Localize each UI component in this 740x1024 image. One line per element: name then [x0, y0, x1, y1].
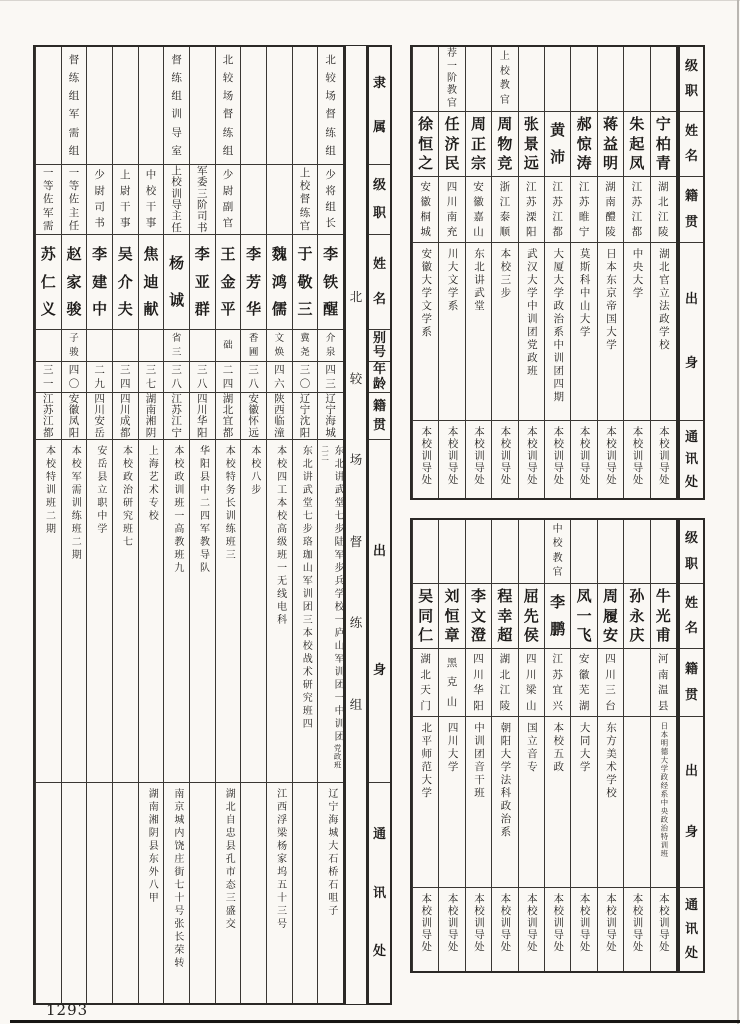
background-cell: 武汉大学中训团党政班 [519, 243, 544, 421]
rank-cell [439, 520, 464, 584]
name-cell: 刘 恒 章 [439, 584, 464, 649]
background-cell: 大厦大学政治系中训团四期 [545, 243, 570, 421]
name-cell: 周 物 竞 [492, 112, 517, 177]
name-cell: 徐 恒 之 [413, 112, 438, 177]
name-cell: 周 履 安 [598, 584, 623, 649]
rank-cell: 上 校 训 导 主 任 [164, 165, 189, 235]
person-column [465, 47, 491, 498]
affiliation-cell [267, 47, 292, 165]
affiliation-cell [113, 47, 138, 165]
person-column [438, 47, 464, 498]
rank-cell [492, 520, 517, 584]
column-header-origin: 籍 贯 [369, 393, 390, 440]
name-cell: 吴 同 仁 [413, 584, 438, 649]
rank-cell [651, 47, 676, 112]
address-cell [113, 783, 138, 1003]
address-cell: 本校训导处 [499, 426, 512, 486]
origin-cell: 江 苏 江 都 [36, 393, 61, 440]
age-cell: 三 八 [241, 362, 266, 393]
origin-cell: 四 川 安 岳 [87, 393, 112, 440]
column-header-rank: 级 职 [369, 165, 390, 235]
origin-cell: 四 川 华 阳 [466, 649, 491, 717]
background-cell: 中央大学 [624, 243, 649, 421]
person-column [35, 47, 61, 1003]
name-cell: 张 景 远 [519, 112, 544, 177]
age-cell: 三 八 [164, 362, 189, 393]
name-cell: 黄 沛 [545, 112, 570, 177]
person-column [266, 47, 292, 1003]
rank-cell: 一 等 佐 主 任 [62, 165, 87, 235]
name-cell: 程 幸 超 [492, 584, 517, 649]
origin-cell: 四 川 梁 山 [519, 649, 544, 717]
age-cell: 三 一 [36, 362, 61, 393]
alias-cell: 文 焕 [267, 330, 292, 362]
name-cell: 牛 光 甫 [651, 584, 676, 649]
alias-cell: 省 三 [164, 330, 189, 362]
origin-cell: 安 徽 怀 远 [241, 393, 266, 440]
roster-table-left [33, 45, 345, 1005]
rank-cell [624, 520, 649, 584]
group-name-label: 北 较 场 督 练 组 [349, 289, 363, 712]
scan-edge-right [737, 0, 739, 1024]
address-cell: 本校训导处 [473, 426, 486, 486]
age-cell: 三 七 [139, 362, 164, 393]
rank-cell: 上 校 督 练 官 [293, 165, 318, 235]
person-column [597, 47, 623, 498]
rank-cell: 上 尉 干 事 [113, 165, 138, 235]
person-column [138, 47, 164, 1003]
alias-cell [113, 330, 138, 362]
affiliation-cell [190, 47, 215, 165]
origin-cell: 江 苏 溧 阳 [519, 177, 544, 243]
address-cell: 本校训导处 [657, 893, 670, 953]
affiliation-cell [36, 47, 61, 165]
affiliation-cell: 督 练 组 军 需 组 [62, 47, 87, 165]
origin-cell: 安 徽 芜 湖 [571, 649, 596, 717]
rank-cell [571, 520, 596, 584]
person-column [570, 520, 596, 971]
alias-cell: 介 泉 [318, 330, 343, 362]
address-cell: 湖北自忠县孔市态三盛交 [223, 788, 235, 931]
origin-cell: 安 徽 桐 城 [413, 177, 438, 243]
age-cell: 三 〇 [293, 362, 318, 393]
address-cell: 辽宁海城大石桥石咀子 [325, 788, 337, 918]
age-cell: 二 九 [87, 362, 112, 393]
alias-cell: 香 圃 [241, 330, 266, 362]
scan-edge-bottom [10, 1020, 740, 1023]
person-column [112, 47, 138, 1003]
age-cell: 四 六 [267, 362, 292, 393]
person-column [438, 520, 464, 971]
left-header-column [367, 45, 392, 1005]
name-cell: 周 正 宗 [466, 112, 491, 177]
rank-cell [241, 165, 266, 235]
name-cell: 凤 一 飞 [571, 584, 596, 649]
rank-cell [413, 520, 438, 584]
address-cell: 本校训导处 [446, 426, 459, 486]
group-name-column [345, 45, 367, 1005]
address-cell: 江西浮梁杨家坞五十三号 [274, 788, 286, 931]
person-column [491, 520, 517, 971]
column-header-background: 出 身 [680, 717, 703, 888]
rank-cell: 军 委 三 阶 司 书 [190, 165, 215, 235]
column-header-affiliation: 隶 属 [369, 47, 390, 165]
background-cell: 本校五政 [545, 717, 570, 888]
origin-cell: 浙 江 泰 顺 [492, 177, 517, 243]
address-cell: 本校训导处 [420, 426, 433, 486]
rank-cell [624, 47, 649, 112]
alias-cell [87, 330, 112, 362]
person-column [189, 47, 215, 1003]
rank-cell: 中 校 教 官 [545, 520, 570, 584]
column-header-background: 出 身 [369, 440, 390, 783]
origin-cell: 四 川 成 都 [113, 393, 138, 440]
background-cell: 四川大学 [439, 717, 464, 888]
address-cell: 南京城内饶庄街七十号张长荣转 [171, 788, 183, 970]
background-cell: 东北讲武堂 [466, 243, 491, 421]
address-cell [190, 783, 215, 1003]
rank-cell [651, 520, 676, 584]
person-column [412, 47, 438, 498]
origin-cell: 陕 西 临 潼 [267, 393, 292, 440]
address-cell: 本校训导处 [605, 426, 618, 486]
background-cell: 日本东京帝国大学 [598, 243, 623, 421]
name-cell: 朱 起 凤 [624, 112, 649, 177]
background-cell: 安徽大学文学系 [413, 243, 438, 421]
background-cell: 本校四工本校高级班一无线电科 [267, 440, 292, 783]
affiliation-cell [139, 47, 164, 165]
background-cell: 东方美术学校 [598, 717, 623, 888]
person-column [215, 47, 241, 1003]
address-cell: 本校训导处 [631, 893, 644, 953]
address-cell: 本校训导处 [578, 426, 591, 486]
name-cell: 孙 永 庆 [624, 584, 649, 649]
background-cell: 上海艺术专校 [139, 440, 164, 783]
alias-cell [36, 330, 61, 362]
person-column [518, 520, 544, 971]
person-column [570, 47, 596, 498]
page-number: 1293 [46, 1001, 89, 1019]
column-header-address: 通 讯 处 [684, 429, 698, 490]
address-cell: 本校训导处 [552, 426, 565, 486]
background-cell: 大同大学 [571, 717, 596, 888]
column-header-name: 姓 名 [680, 112, 703, 177]
name-cell: 杨 诚 [164, 235, 189, 330]
age-cell: 三 四 [113, 362, 138, 393]
origin-cell: 安 徽 凤 阳 [62, 393, 87, 440]
address-cell: 本校训导处 [631, 426, 644, 486]
origin-cell: 辽 宁 海 城 [318, 393, 343, 440]
origin-cell: 河 南 温 县 [651, 649, 676, 717]
column-header-rank: 级 职 [680, 47, 703, 112]
person-column [163, 47, 189, 1003]
person-column [518, 47, 544, 498]
age-cell: 二 四 [216, 362, 241, 393]
background-cell: 华阳县中二四军教导队 [190, 440, 215, 783]
address-cell: 本校训导处 [473, 893, 486, 953]
column-header-origin: 籍 贯 [680, 649, 703, 717]
right-bottom-header-column [678, 518, 705, 973]
name-cell: 郝 惊 涛 [571, 112, 596, 177]
name-cell: 李 铁 醒 [318, 235, 343, 330]
affiliation-cell [87, 47, 112, 165]
person-column [240, 47, 266, 1003]
column-header-address: 通 讯 处 [372, 827, 386, 959]
origin-cell: 湖 北 江 陵 [651, 177, 676, 243]
person-column [292, 47, 318, 1003]
name-cell: 焦 迪 献 [139, 235, 164, 330]
name-cell: 于 敬 三 [293, 235, 318, 330]
origin-cell: 黑 克 山 [439, 649, 464, 717]
column-header-rank: 级 职 [680, 520, 703, 584]
roster-table-right-top [410, 45, 678, 500]
affiliation-cell: 北 较 场 督 练 组 [216, 47, 241, 165]
rank-cell [466, 520, 491, 584]
column-header-background: 出 身 [680, 243, 703, 421]
address-cell: 本校训导处 [552, 893, 565, 953]
name-cell: 李 鹏 [545, 584, 570, 649]
rank-cell [598, 520, 623, 584]
column-header-alias: 别 号 [369, 330, 390, 362]
scan-edge-top [0, 0, 740, 1]
rank-cell: 少 尉 司 书 [87, 165, 112, 235]
origin-cell: 安 徽 嘉 山 [466, 177, 491, 243]
origin-cell: 四 川 南 充 [439, 177, 464, 243]
name-cell: 苏 仁 义 [36, 235, 61, 330]
origin-cell: 江 苏 江 都 [624, 177, 649, 243]
address-cell [62, 783, 87, 1003]
person-column [61, 47, 87, 1003]
address-cell: 湖南湘阴县东外八甲 [146, 788, 158, 905]
rank-cell [466, 47, 491, 112]
address-cell [241, 783, 266, 1003]
rank-cell: 中 校 干 事 [139, 165, 164, 235]
address-cell [36, 783, 61, 1003]
person-column [491, 47, 517, 498]
affiliation-cell [241, 47, 266, 165]
background-cell: 川大文学系 [439, 243, 464, 421]
rank-cell [413, 47, 438, 112]
affiliation-cell: 北 较 场 督 练 组 [318, 47, 343, 165]
name-cell: 吴 介 夫 [113, 235, 138, 330]
background-cell: 安岳县立职中学 [87, 440, 112, 783]
column-header-name: 姓 名 [369, 235, 390, 330]
background-cell: 北平师范大学 [413, 717, 438, 888]
address-cell: 本校训导处 [525, 893, 538, 953]
rank-cell [571, 47, 596, 112]
address-cell: 本校训导处 [578, 893, 591, 953]
alias-cell [190, 330, 215, 362]
background-cell: 国立音专 [519, 717, 544, 888]
address-cell: 本校训导处 [420, 893, 433, 953]
background-cell: 朝阳大学法科政治系 [492, 717, 517, 888]
background-cell: 湖北官立法政学校 [651, 243, 676, 421]
background-cell: 本校八步 [241, 440, 266, 783]
background-cell: 东北讲武堂七步陆军步兵学校一庐山军训团一中训团党政班二二 [318, 440, 343, 783]
name-cell: 赵 家 骏 [62, 235, 87, 330]
name-cell: 王 金 平 [216, 235, 241, 330]
column-header-name: 姓 名 [680, 584, 703, 649]
background-cell: 本校特务长训练班三 [216, 440, 241, 783]
origin-cell: 湖 南 湘 阴 [139, 393, 164, 440]
origin-cell: 江 苏 睢 宁 [571, 177, 596, 243]
rank-cell [519, 520, 544, 584]
person-column [597, 520, 623, 971]
background-cell [624, 717, 649, 888]
background-cell: 本校三步 [492, 243, 517, 421]
background-cell: 莫斯科中山大学 [571, 243, 596, 421]
origin-cell [624, 649, 649, 717]
rank-cell: 上 校 教 官 [492, 47, 517, 112]
person-column [317, 47, 343, 1003]
rank-cell: 少 尉 副 官 [216, 165, 241, 235]
origin-cell: 湖 北 宜 都 [216, 393, 241, 440]
alias-cell: 础 [216, 330, 241, 362]
background-cell: 本校政治研究班七 [113, 440, 138, 783]
rank-cell: 少 将 组 长 [318, 165, 343, 235]
column-header-address: 通 讯 处 [684, 898, 698, 961]
person-column [86, 47, 112, 1003]
person-column [623, 520, 649, 971]
origin-cell: 湖 北 江 陵 [492, 649, 517, 717]
rank-cell [519, 47, 544, 112]
alias-cell [139, 330, 164, 362]
background-cell: 本校军需训练班二期 [62, 440, 87, 783]
address-cell [87, 783, 112, 1003]
background-cell: 本校特训班二期 [36, 440, 61, 783]
alias-cell: 冀 尧 [293, 330, 318, 362]
name-cell: 宁 柏 青 [651, 112, 676, 177]
rank-cell: 荐 一 阶 教 官 [439, 47, 464, 112]
person-column [544, 520, 570, 971]
person-column [650, 520, 676, 971]
person-column [623, 47, 649, 498]
age-cell: 四 三 [318, 362, 343, 393]
person-column [544, 47, 570, 498]
column-header-age: 年 龄 [369, 362, 390, 393]
affiliation-cell [293, 47, 318, 165]
person-column [650, 47, 676, 498]
rank-cell: 一 等 佐 军 需 [36, 165, 61, 235]
address-cell: 本校训导处 [525, 426, 538, 486]
alias-cell: 子 骏 [62, 330, 87, 362]
origin-cell: 江 苏 江 宁 [164, 393, 189, 440]
name-cell: 李 文 澄 [466, 584, 491, 649]
background-cell: 中训团音干班 [466, 717, 491, 888]
rank-cell [598, 47, 623, 112]
roster-table-right-bottom [410, 518, 678, 973]
origin-cell: 湖 南 醴 陵 [598, 177, 623, 243]
name-cell: 李 芳 华 [241, 235, 266, 330]
address-cell: 本校训导处 [657, 426, 670, 486]
address-cell: 本校训导处 [499, 893, 512, 953]
name-cell: 蒋 益 明 [598, 112, 623, 177]
rank-cell [545, 47, 570, 112]
origin-cell: 江 苏 宜 兴 [545, 649, 570, 717]
background-cell: 东北讲武堂七步珞珈山军训团三本校战术研究班四 [293, 440, 318, 783]
name-cell: 屈 先 侯 [519, 584, 544, 649]
name-cell: 李 亚 群 [190, 235, 215, 330]
name-cell: 李 建 中 [87, 235, 112, 330]
person-column [412, 520, 438, 971]
name-cell: 任 济 民 [439, 112, 464, 177]
origin-cell: 四 川 华 阳 [190, 393, 215, 440]
origin-cell: 湖 北 天 门 [413, 649, 438, 717]
origin-cell: 江 苏 江 都 [545, 177, 570, 243]
right-top-header-column [678, 45, 705, 500]
address-cell [293, 783, 318, 1003]
background-cell: 本校政训班一高教班九 [164, 440, 189, 783]
age-cell: 四 〇 [62, 362, 87, 393]
background-cell: 日本明德大学政经系中央政治特训班 [651, 717, 676, 888]
rank-cell [267, 165, 292, 235]
address-cell: 本校训导处 [446, 893, 459, 953]
origin-cell: 四 川 三 台 [598, 649, 623, 717]
column-header-origin: 籍 贯 [680, 177, 703, 243]
origin-cell: 辽 宁 沈 阳 [293, 393, 318, 440]
affiliation-cell: 督 练 组 训 导 室 [164, 47, 189, 165]
person-column [465, 520, 491, 971]
age-cell: 三 八 [190, 362, 215, 393]
address-cell: 本校训导处 [605, 893, 618, 953]
name-cell: 魏 鸿 儒 [267, 235, 292, 330]
